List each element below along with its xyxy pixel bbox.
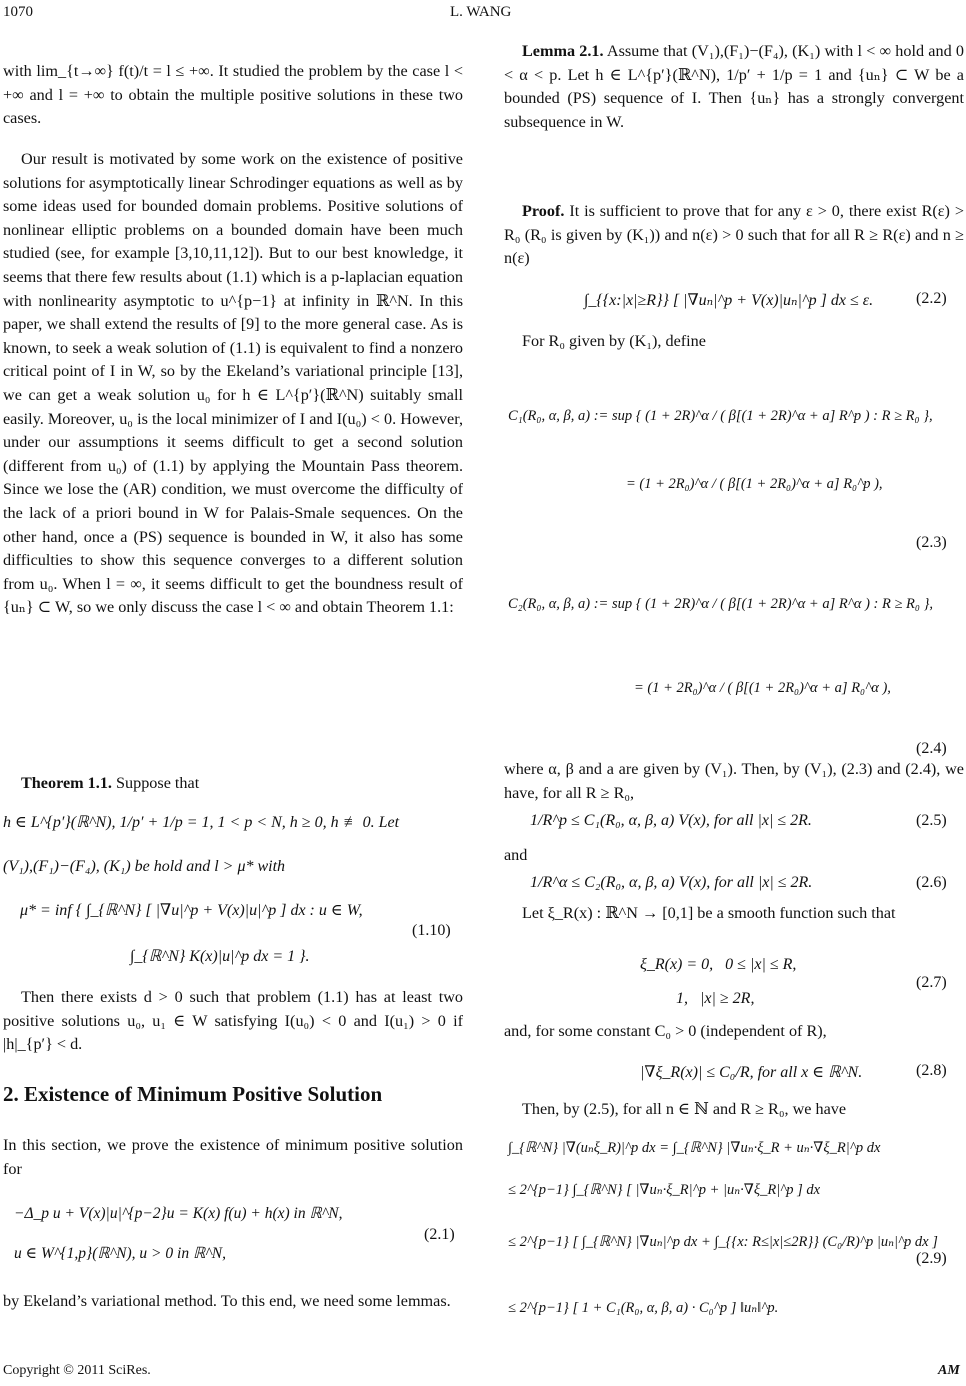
- equation-2-3-line-2: = (1 + 2R₀)^α / ( β[(1 + 2R₀)^α + a] R₀^p ),: [626, 476, 883, 492]
- equation-2-4-line-1: C₂(R₀, α, β, a) := sup { (1 + 2R)^α / ( β[(1 + 2R)^α + a] R^α ) : R ≥ R₀ },: [508, 596, 933, 612]
- and-text: and: [504, 846, 528, 864]
- lemma-2-1: [504, 40, 964, 134]
- equation-number-2-1: (2.1): [424, 1226, 455, 1243]
- proof-label: Proof.: [522, 202, 565, 220]
- journal-abbreviation: AM: [938, 1363, 960, 1378]
- theorem-label: Theorem 1.1.: [21, 774, 112, 792]
- equation-number-2-8: (2.8): [916, 1062, 947, 1079]
- equation-2-9-line-2: ≤ 2^{p−1} ∫_{ℝ^N} [ |∇uₙ·ξ_R|^p + |uₙ·∇ξ_R|^p ] dx: [508, 1182, 821, 1198]
- equation-2-7-line-2: 1, |x| ≥ 2R,: [640, 990, 755, 1007]
- equation-2-1-line-2: u ∈ W^{1,p}(ℝ^N), u > 0 in ℝ^N,: [14, 1245, 226, 1262]
- equation-1-10-line-1: μ* = inf { ∫_{ℝ^N} [ |∇u|^p + V(x)|u|^p ] dx : u ∈ W,: [20, 902, 363, 919]
- equation-2-2: ∫_{{x:|x|≥R}} [ |∇uₙ|^p + V(x)|uₙ|^p ] dx ≤ ε.: [584, 292, 874, 309]
- lemma-label: Lemma 2.1.: [522, 42, 604, 60]
- equation-2-7-line-1: ξ_R(x) = 0, 0 ≤ |x| ≤ R,: [640, 956, 797, 973]
- define-text: For R₀ given by (K₁), define: [522, 332, 706, 350]
- theorem-condition-2: (V₁),(F₁)−(F₄), (K₁) be hold and l > μ* with: [3, 858, 286, 875]
- equation-number-2-6: (2.6): [916, 874, 947, 891]
- running-title: L. WANG: [450, 4, 512, 20]
- theorem-text: Suppose that: [116, 774, 200, 792]
- let-text: Let ξ_R(x) : ℝ^N → [0,1] be a smooth function such that: [522, 904, 896, 922]
- copyright-notice: Copyright © 2011 SciRes.: [3, 1363, 151, 1378]
- constant-text: and, for some constant C₀ > 0 (independent of R),: [504, 1022, 827, 1040]
- equation-number-2-7: (2.7): [916, 974, 947, 991]
- equation-2-9-line-3: ≤ 2^{p−1} [ ∫_{ℝ^N} |∇uₙ|^p dx + ∫_{{x: R≤|x|≤2R}} (C₀/R)^p |uₙ|^p dx ]: [508, 1234, 938, 1250]
- lemma-text: Assume that (V₁),(F₁)−(F₄), (K₁) with l < ∞ hold and 0 < α < p. Let h ∈ L^{p′}(ℝ^N), 1/p′ + 1/p = 1 and {uₙ} ⊂ W be a bounded (PS) sequence of I. Then {uₙ} has a strongly convergent subsequence in W.: [504, 42, 964, 131]
- equation-number-1-10: (1.10): [412, 922, 451, 939]
- where-text: where α, β and a are given by (V₁). Then, by (V₁), (2.3) and (2.4), we have, for all R ≥ R₀,: [504, 760, 964, 802]
- proof: [504, 200, 964, 271]
- equation-2-9-line-4: ≤ 2^{p−1} [ 1 + C₁(R₀, α, β, a) · C₀^p ] ‖uₙ‖^p.: [508, 1300, 779, 1316]
- equation-2-9-line-1: ∫_{ℝ^N} |∇(uₙξ_R)|^p dx = ∫_{ℝ^N} |∇uₙ·ξ_R + uₙ·∇ξ_R|^p dx: [508, 1140, 881, 1156]
- then-text: Then, by (2.5), for all n ∈ ℕ and R ≥ R₀, we have: [522, 1100, 847, 1118]
- theorem-condition-1: h ∈ L^{p′}(ℝ^N), 1/p′ + 1/p = 1, 1 < p < N, h ≥ 0, h ≢ 0. Let: [3, 814, 400, 831]
- left-paragraph-4: In this section, we prove the existence of minimum positive solution for: [3, 1136, 463, 1178]
- equation-number-2-3: (2.3): [916, 534, 947, 551]
- equation-number-2-2: (2.2): [916, 290, 947, 307]
- equation-2-5: 1/R^p ≤ C₁(R₀, α, β, a) V(x), for all |x| ≤ 2R.: [530, 812, 812, 829]
- equation-number-2-5: (2.5): [916, 812, 947, 829]
- proof-text: It is sufficient to prove that for any ε > 0, there exist R(ε) > R₀ (R₀ is given by (K₁)) and n(ε) > 0 such that for all R ≥ R(ε) and n ≥ n(ε): [504, 202, 964, 268]
- equation-number-2-4: (2.4): [916, 740, 947, 757]
- equation-2-8: |∇ξ_R(x)| ≤ C₀/R, for all x ∈ ℝ^N.: [640, 1064, 863, 1081]
- left-paragraph-2: Our result is motivated by some work on the existence of positive solutions for asymptotically linear Schrodinger equations as well as by some ideas used for bounded domain problems. Positive solutions of nonlinear elliptic problems on a bounded domain have been much studied (see, for example [3,10,11,12]). But to our best knowledge, it seems that there few results about (1.1) which is a p-laplacian equation with nonlinearity asymptotic to u^{p−1} at infinity in ℝ^N. In this paper, we shall extend the results of [9] to the more general case. As is known, to seek a weak solution of (1.1) is equivalent to find a nonzero critical point of I in W, so by the Ekeland’s variational principle [13], we can get a weak solution u₀ for h ∈ L^{p′}(ℝ^N) suitably small easily. Moreover, u₀ is the local minimizer of I and I(u₀) < 0. However, under our assumptions it seems difficult to get a second solution (different from u₀) of (1.1) by applying the Mountain Pass theorem. Since we lose the (AR) condition, we must overcome the difficulty of the lack of a priori bound in W for Palais-Smale sequences. On the other hand, once a (PS) sequence is bounded in W, it also has some difficulties to show this sequence converges to a different solution from u₀. When l = ∞, it seems difficult to get the boundness result of {uₙ} ⊂ W, so we only discuss the case l < ∞ and obtain Theorem 1.1:: [3, 150, 463, 617]
- equation-1-10-line-2: ∫_{ℝ^N} K(x)|u|^p dx = 1 }.: [130, 948, 310, 965]
- left-paragraph-1: with lim_{t→∞} f(t)/t = l ≤ +∞. It studied the problem by the case l < +∞ and l = +∞ to obtain the multiple positive solutions in these two cases.: [3, 62, 463, 128]
- left-paragraph-5: by Ekeland’s variational method. To this end, we need some lemmas.: [3, 1292, 451, 1310]
- equation-2-1-line-1: −Δ_p u + V(x)|u|^{p−2}u = K(x) f(u) + h(x) in ℝ^N,: [14, 1205, 343, 1222]
- equation-number-2-9: (2.9): [916, 1250, 947, 1267]
- section-title: 2. Existence of Minimum Positive Solution: [3, 1082, 383, 1106]
- page-number: 1070: [3, 4, 33, 20]
- equation-2-6: 1/R^α ≤ C₂(R₀, α, β, a) V(x), for all |x| ≤ 2R.: [530, 874, 813, 891]
- theorem-1-1: [3, 772, 463, 796]
- equation-2-4-line-2: = (1 + 2R₀)^α / ( β[(1 + 2R₀)^α + a] R₀^α ),: [634, 680, 891, 696]
- equation-2-3-line-1: C₁(R₀, α, β, a) := sup { (1 + 2R)^α / ( β[(1 + 2R)^α + a] R^p ) : R ≥ R₀ },: [508, 408, 933, 424]
- left-paragraph-3: Then there exists d > 0 such that problem (1.1) has at least two positive solutions u₀, u₁ ∈ W satisfying I(u₀) < 0 and I(u₁) > 0 if |h|_{p′} < d.: [3, 988, 463, 1054]
